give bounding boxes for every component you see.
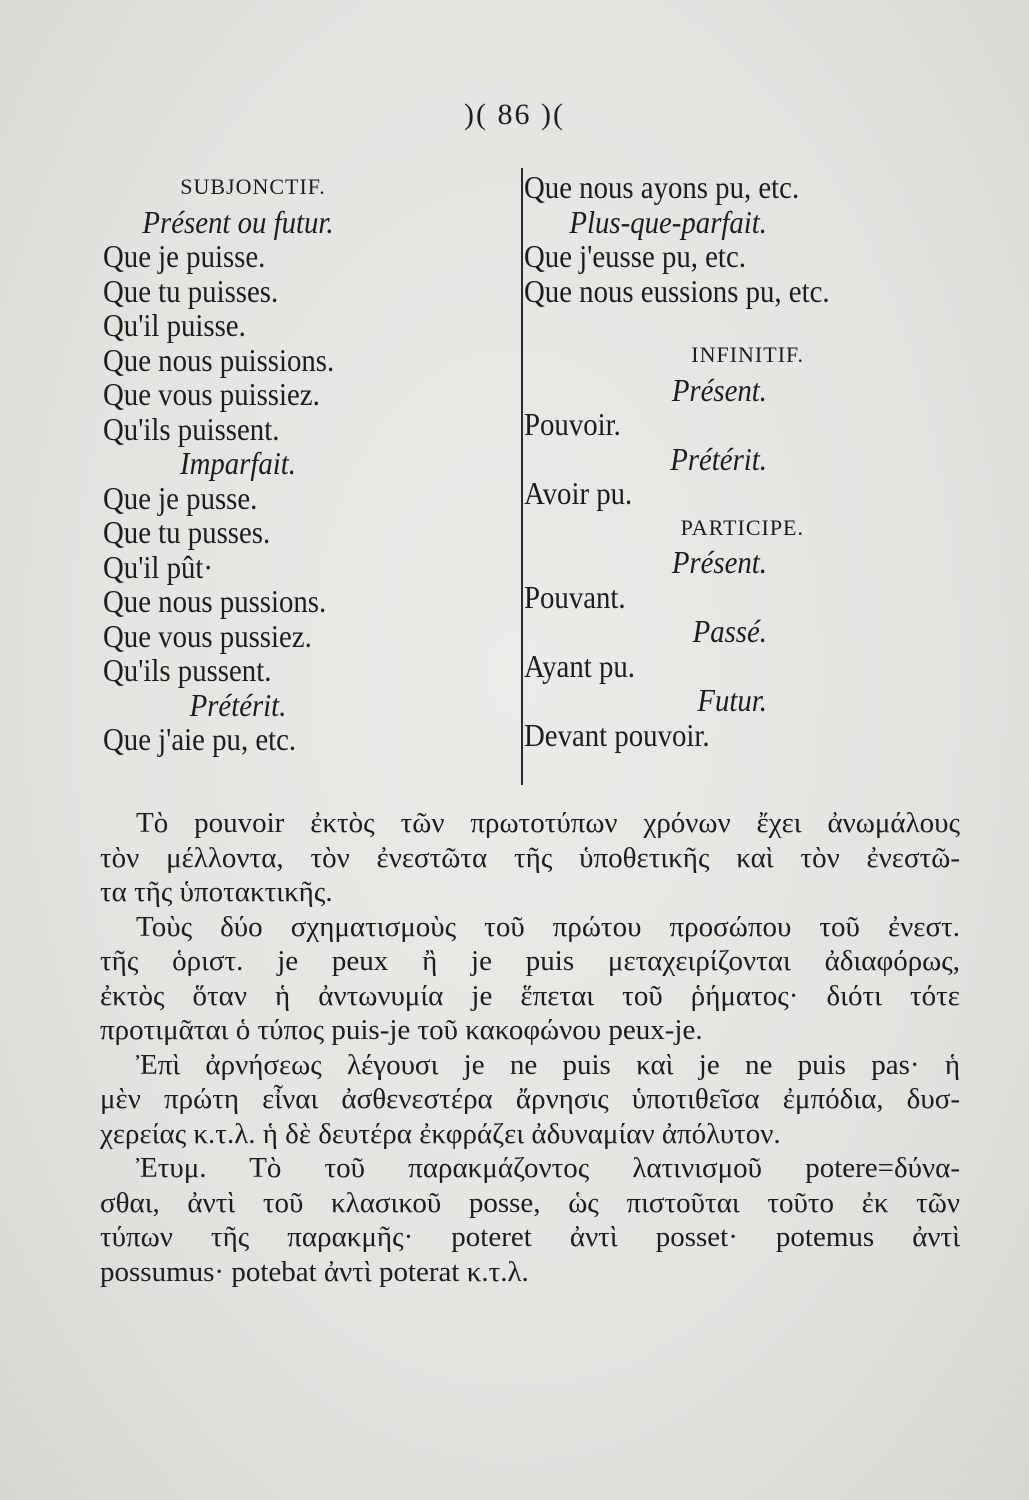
column-divider — [521, 168, 523, 785]
commentary-line: χερείας κ.τ.λ. ἡ δὲ δευτέρα ἐκφράζει ἀδυναμίαν ἀπόλυτον. — [100, 1117, 781, 1150]
tense-heading: Imparfait. — [179, 445, 296, 481]
tense-heading: Prétérit. — [670, 440, 767, 477]
commentary-line: Τὸ pouvoir ἐκτὸς τῶν πρωτοτύπων χρόνων ἔχει ἀνωμάλους — [136, 807, 960, 839]
conjugation-line: Pouvoir. — [524, 406, 621, 442]
page-number: )( 86 )( — [464, 98, 565, 131]
conjugation-line: Que j'aie pu, etc. — [103, 721, 297, 757]
conjugation-line: Que nous pussions. — [103, 583, 327, 619]
commentary-line: τὸν μέλλοντα, τὸν ἐνεστῶτα τῆς ὑποθετικῆς καὶ τὸν ἐνεστῶ- — [100, 841, 960, 874]
conjugation-line: Que vous puissiez. — [103, 376, 320, 412]
commentary-line: Ἐπὶ ἀρνήσεως λέγουσι je ne puis καὶ je ne puis pas· ἡ — [136, 1048, 960, 1081]
spacer — [524, 308, 964, 338]
conjugation-line: Qu'ils puissent. — [103, 410, 280, 447]
tense-heading: Présent. — [671, 371, 767, 408]
conjugation-line: Qu'il pût· — [103, 548, 213, 585]
tense-heading: Prétérit. — [189, 686, 287, 723]
commentary-line: προτιμᾶται ὁ τύπος puis-je τοῦ κακοφώνου peux-je. — [100, 1014, 703, 1046]
conjugation-line: Que nous eussions pu, etc. — [524, 272, 830, 309]
conjugation-line: Que tu puisses. — [103, 272, 279, 309]
conjugation-line: Que j'eusse pu, etc. — [524, 238, 746, 274]
conjugation-line: Que nous ayons pu, etc. — [524, 169, 800, 205]
conjugation-line: Devant pouvoir. — [524, 716, 710, 753]
left-column-conjugation — [103, 170, 513, 757]
section-heading: INFINITIF. — [691, 342, 804, 367]
conjugation-line: Qu'ils pussent. — [103, 652, 272, 688]
commentary-line: τα τῆς ὑποτακτικῆς. — [100, 876, 333, 908]
commentary-line: possumus· potebat ἀντὶ poterat κ.τ.λ. — [100, 1255, 529, 1288]
commentary-line: τύπων τῆς παρακμῆς· poteret ἀντὶ posset· potemus ἀντὶ — [100, 1221, 960, 1253]
commentary-line: τῆς ὁριστ. je peux ἢ je puis μεταχειρίζονται ἀδιαφόρως, — [100, 945, 960, 977]
conjugation-line: Ayant pu. — [524, 647, 635, 684]
commentary-line: σθαι, ἀντὶ τοῦ κλασικοῦ posse, ὡς πιστοῦται τοῦτο ἐκ τῶν — [100, 1186, 960, 1219]
section-heading: SUBJONCTIF. — [180, 174, 326, 199]
conjugation-line: Que je puisse. — [103, 238, 266, 274]
conjugation-line: Avoir pu. — [524, 475, 633, 511]
tense-heading: Futur. — [697, 682, 767, 718]
tense-heading: Plus-que-parfait. — [569, 203, 767, 240]
commentary-line: Τοὺς δύο σχηματισμοὺς τοῦ πρώτου προσώπου τοῦ ἐνεστ. — [136, 910, 960, 943]
right-column-conjugation — [524, 170, 964, 752]
conjugation-line: Que je pusse. — [103, 479, 258, 516]
commentary-line: ἐκτὸς ὅταν ἡ ἀντωνυμία je ἕπεται τοῦ ῥήματος· διότι τότε — [100, 979, 960, 1012]
conjugation-line: Que tu pusses. — [103, 514, 271, 550]
conjugation-line: Que vous pussiez. — [103, 617, 312, 654]
commentary-text — [100, 806, 960, 1289]
commentary-line: μὲν πρώτη εἶναι ἀσθενεστέρα ἄρνησις ὑποτιθεῖσα ἐμπόδια, δυσ- — [100, 1083, 960, 1115]
tense-heading: Présent ou futur. — [142, 203, 334, 240]
conjugation-line: Qu'il puisse. — [103, 307, 246, 343]
section-heading: PARTICIPE. — [680, 514, 804, 540]
conjugation-line: Que nous puissions. — [103, 341, 335, 378]
conjugation-line: Pouvant. — [524, 578, 626, 615]
tense-heading: Passé. — [692, 613, 767, 649]
commentary-line: Ἐτυμ. Τὸ τοῦ παρακμάζοντος λατινισμοῦ potere=δύνα- — [136, 1152, 960, 1184]
tense-heading: Présent. — [671, 544, 767, 580]
